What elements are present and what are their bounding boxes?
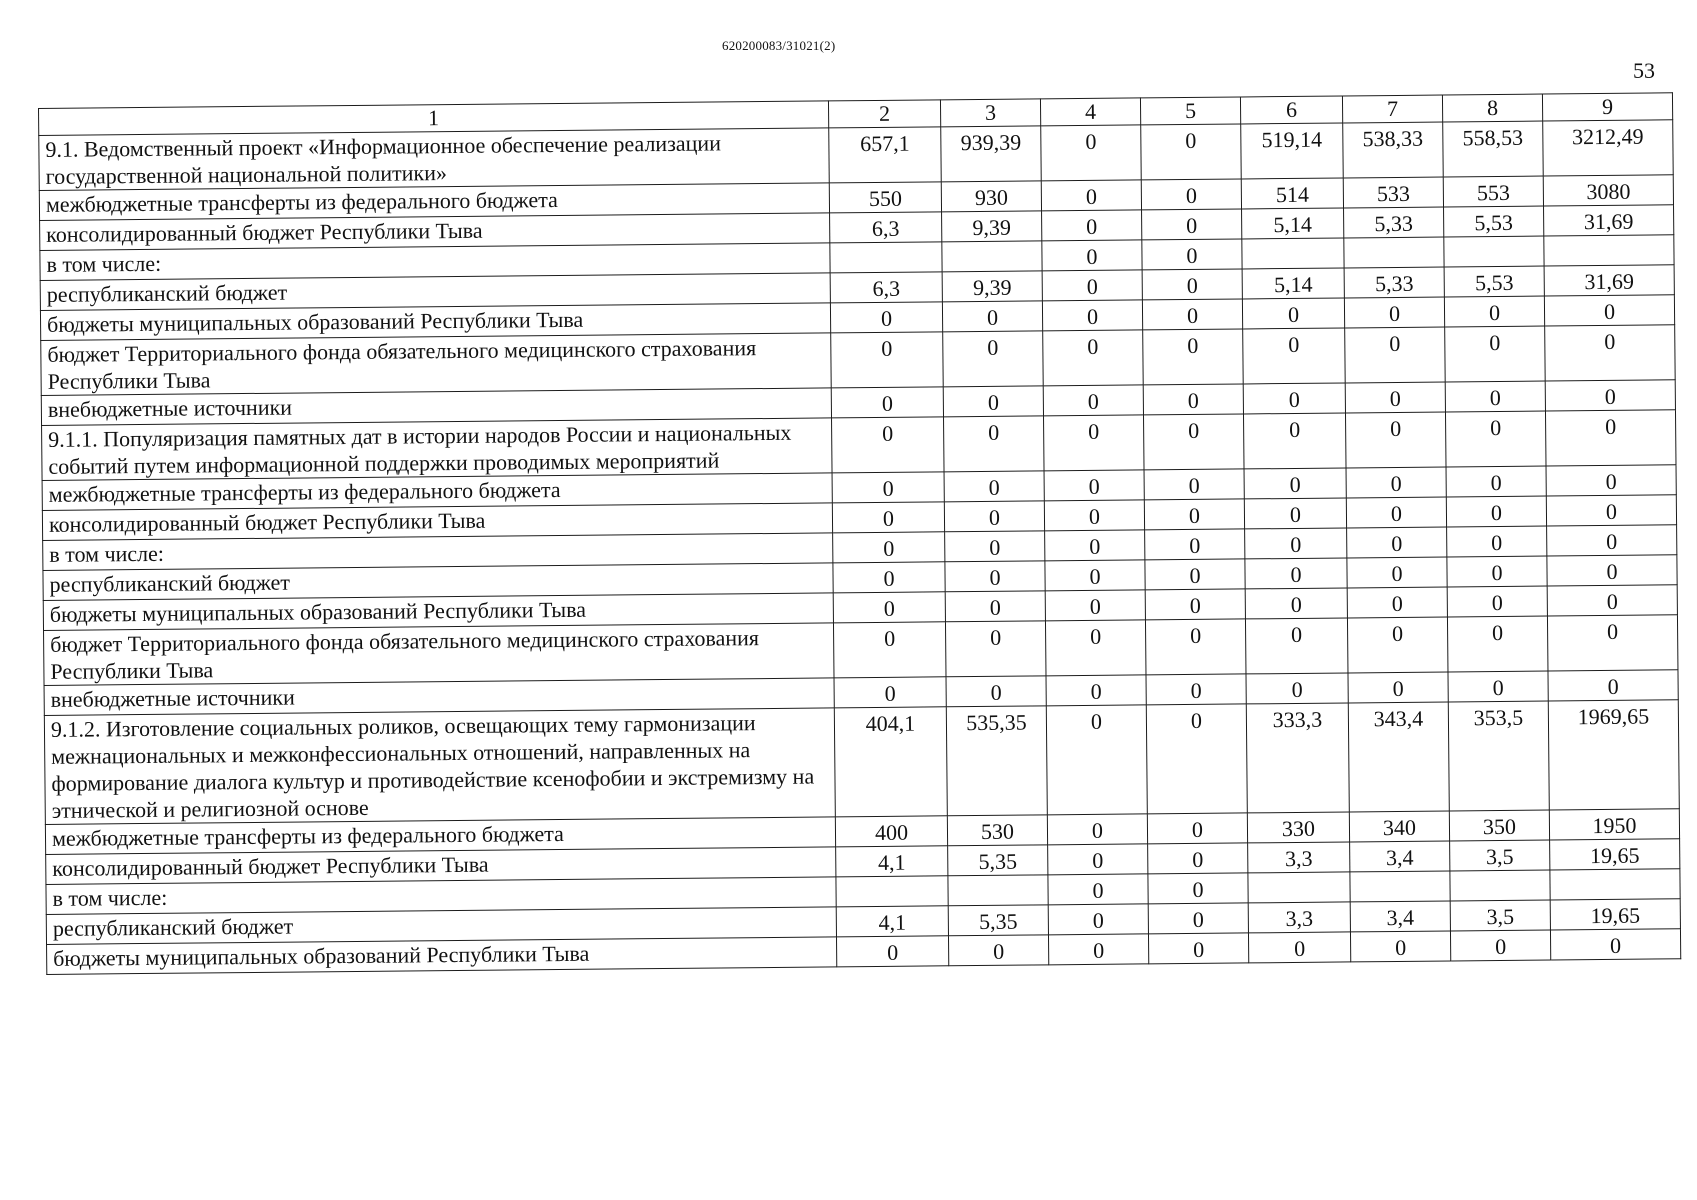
- table-cell: 0: [1048, 934, 1148, 965]
- table-cell: 31,69: [1544, 205, 1674, 236]
- table-cell: 0: [1142, 239, 1242, 270]
- table-cell: 0: [946, 676, 1046, 707]
- table-cell: 3,3: [1248, 842, 1350, 873]
- row-label: консолидированный бюджет Республики Тыва: [42, 503, 832, 541]
- column-header: 6: [1240, 96, 1342, 124]
- table-cell: 553: [1443, 176, 1543, 207]
- column-header: 5: [1140, 97, 1240, 125]
- row-label: внебюджетные источники: [44, 678, 834, 716]
- table-cell: 9,39: [942, 271, 1042, 302]
- table-cell: 0: [1346, 497, 1446, 528]
- table-cell: 530: [947, 815, 1047, 846]
- table-cell: 0: [1146, 704, 1247, 814]
- table-cell: [948, 875, 1048, 906]
- table-cell: 400: [835, 816, 947, 847]
- table-cell: [1350, 871, 1450, 902]
- table-cell: 0: [1046, 675, 1146, 706]
- row-label: бюджеты муниципальных образований Республики Тыва: [47, 937, 837, 975]
- table-cell: 3,5: [1450, 900, 1550, 931]
- row-label: 9.1.2. Изготовление социальных роликов, освещающих тему гармонизации межнациональных и межконфессиональных отношений, направленных на формирование диалога культур и противодействие ксенофобии и экстремизму на этнической и религиозной основе: [44, 708, 835, 825]
- table-cell: 0: [1044, 500, 1144, 531]
- table-cell: 0: [1245, 618, 1348, 674]
- table-cell: [1550, 869, 1680, 900]
- table-cell: 657,1: [829, 127, 942, 183]
- table-cell: 1969,65: [1548, 700, 1679, 810]
- table-cell: 0: [1146, 674, 1246, 705]
- table-cell: 0: [832, 417, 945, 473]
- table-cell: 5,14: [1242, 268, 1344, 299]
- table-cell: 519,14: [1241, 123, 1344, 179]
- table-cell: 353,5: [1448, 701, 1549, 811]
- table-cell: 0: [1447, 556, 1547, 587]
- row-label: межбюджетные трансферты из федерального бюджета: [39, 183, 829, 221]
- table-cell: 0: [836, 936, 948, 967]
- table-cell: [830, 242, 942, 273]
- table-cell: 0: [1143, 414, 1244, 470]
- table-cell: 0: [1043, 385, 1143, 416]
- table-cell: 0: [1446, 466, 1546, 497]
- table-cell: 0: [1142, 269, 1242, 300]
- table-cell: 5,35: [948, 905, 1048, 936]
- table-cell: 538,33: [1343, 122, 1444, 178]
- table-cell: 0: [942, 301, 1042, 332]
- table-cell: 0: [943, 386, 1043, 417]
- table-cell: 0: [1248, 932, 1350, 963]
- table-cell: 330: [1247, 812, 1349, 843]
- column-header: 8: [1442, 94, 1542, 122]
- table-cell: 0: [1042, 270, 1142, 301]
- table-cell: 0: [1048, 844, 1148, 875]
- table-cell: 6,3: [830, 272, 942, 303]
- table-cell: 0: [1347, 587, 1447, 618]
- table-cell: 0: [1547, 615, 1678, 671]
- table-cell: 31,69: [1544, 265, 1674, 296]
- table-cell: 0: [1148, 903, 1248, 934]
- table-cell: 1950: [1549, 809, 1679, 840]
- table-cell: 533: [1343, 177, 1443, 208]
- table-cell: 0: [833, 562, 945, 593]
- table-cell: 0: [1141, 124, 1242, 180]
- table-row: [44, 700, 1679, 825]
- column-header: 2: [828, 100, 940, 128]
- table-cell: 0: [1545, 325, 1676, 381]
- table-cell: 0: [1045, 560, 1145, 591]
- table-cell: 4,1: [836, 846, 948, 877]
- table-cell: 514: [1241, 178, 1343, 209]
- table-cell: 0: [1544, 295, 1674, 326]
- table-cell: 0: [1447, 526, 1547, 557]
- table-cell: [1242, 238, 1344, 269]
- row-label: межбюджетные трансферты из федерального бюджета: [45, 817, 835, 855]
- table-cell: 0: [1143, 329, 1244, 385]
- table-cell: 0: [1447, 586, 1547, 617]
- table-cell: 0: [1145, 529, 1245, 560]
- budget-table: [38, 92, 1681, 975]
- table-cell: 0: [1046, 705, 1147, 815]
- table-cell: 5,53: [1444, 266, 1544, 297]
- table-cell: 340: [1349, 811, 1449, 842]
- table-cell: 0: [1246, 673, 1348, 704]
- row-label: межбюджетные трансферты из федерального бюджета: [42, 473, 832, 511]
- table-cell: 0: [1041, 125, 1142, 181]
- table-cell: 0: [1042, 300, 1142, 331]
- table-cell: 0: [1550, 929, 1680, 960]
- table-cell: 0: [1243, 328, 1346, 384]
- column-header: 9: [1542, 93, 1672, 121]
- table-cell: [1248, 872, 1350, 903]
- table-cell: 0: [1345, 382, 1445, 413]
- table-cell: 0: [1148, 933, 1248, 964]
- table-cell: 0: [1346, 467, 1446, 498]
- row-label: республиканский бюджет: [40, 273, 830, 311]
- table-cell: 0: [1347, 617, 1448, 673]
- table-cell: 0: [831, 387, 943, 418]
- table-cell: 19,65: [1550, 839, 1680, 870]
- table-cell: 0: [1547, 555, 1677, 586]
- table-cell: 9,39: [942, 211, 1042, 242]
- row-label: консолидированный бюджет Республики Тыва: [40, 213, 830, 251]
- table-cell: 3,4: [1350, 901, 1450, 932]
- table-cell: 0: [1145, 619, 1246, 675]
- row-label: в том числе:: [43, 533, 833, 571]
- page-number: 53: [1633, 58, 1655, 83]
- table-cell: 0: [945, 591, 1045, 622]
- table-cell: 0: [1143, 384, 1243, 415]
- table-cell: 0: [1145, 559, 1245, 590]
- table-cell: 0: [832, 502, 944, 533]
- table-cell: 930: [941, 181, 1041, 212]
- table-cell: [1344, 237, 1444, 268]
- table-cell: [1544, 235, 1674, 266]
- table-cell: 0: [1148, 873, 1248, 904]
- table-body: [39, 93, 1681, 975]
- table-cell: 0: [832, 472, 944, 503]
- table-cell: 0: [945, 561, 1045, 592]
- table-cell: 0: [1145, 589, 1245, 620]
- table-cell: 0: [830, 302, 942, 333]
- table-cell: 535,35: [946, 706, 1047, 816]
- table-cell: 0: [1243, 383, 1345, 414]
- row-label: в том числе:: [40, 243, 830, 281]
- table-cell: [1450, 870, 1550, 901]
- table-cell: 333,3: [1246, 703, 1349, 813]
- table-cell: 0: [1045, 590, 1145, 621]
- column-header: 4: [1040, 98, 1140, 126]
- table-cell: 0: [1048, 874, 1148, 905]
- table-cell: 0: [1447, 616, 1548, 672]
- table-cell: 0: [948, 935, 1048, 966]
- table-cell: 0: [1445, 411, 1546, 467]
- table-cell: 0: [1245, 528, 1347, 559]
- table-cell: 0: [944, 416, 1045, 472]
- table-cell: 0: [1446, 496, 1546, 527]
- row-label: бюджеты муниципальных образований Республики Тыва: [40, 303, 830, 341]
- row-label: 9.1.1. Популяризация памятных дат в истории народов России и национальных событий путем информационной поддержки проводимых мероприятий: [42, 418, 832, 481]
- table-cell: 0: [833, 592, 945, 623]
- table-cell: 0: [944, 501, 1044, 532]
- table-cell: 0: [1546, 495, 1676, 526]
- column-header: 7: [1342, 95, 1442, 123]
- table-cell: 3080: [1543, 175, 1673, 206]
- table-cell: 0: [1147, 813, 1247, 844]
- table-cell: 0: [1148, 843, 1248, 874]
- table-cell: 5,33: [1344, 267, 1444, 298]
- row-label: бюджет Территориального фонда обязательного медицинского страхования Республики Тыва: [41, 333, 831, 396]
- row-label: 9.1. Ведомственный проект «Информационное обеспечение реализации государственной национальной политики»: [39, 128, 829, 191]
- table-cell: 0: [1144, 469, 1244, 500]
- table-cell: 0: [1242, 298, 1344, 329]
- table-cell: 0: [833, 532, 945, 563]
- row-label: республиканский бюджет: [46, 907, 836, 945]
- table-cell: 0: [1345, 327, 1446, 383]
- table-cell: 0: [1048, 904, 1148, 935]
- table-cell: 3,5: [1450, 840, 1550, 871]
- table-cell: 0: [1245, 588, 1347, 619]
- table-cell: 558,53: [1443, 121, 1544, 177]
- table-cell: [1444, 236, 1544, 267]
- column-header: 3: [940, 99, 1040, 127]
- table-cell: 3,4: [1350, 841, 1450, 872]
- table-cell: 5,53: [1444, 206, 1544, 237]
- table-cell: 0: [1344, 297, 1444, 328]
- table-cell: 0: [1047, 814, 1147, 845]
- table-cell: 4,1: [836, 906, 948, 937]
- table-cell: 0: [1244, 498, 1346, 529]
- table-cell: 6,3: [830, 212, 942, 243]
- table-cell: 0: [1141, 179, 1241, 210]
- table-cell: 0: [1042, 240, 1142, 271]
- table-cell: 0: [1345, 412, 1446, 468]
- table-cell: 0: [1445, 326, 1546, 382]
- table-cell: 0: [1546, 465, 1676, 496]
- table-cell: 0: [1347, 557, 1447, 588]
- table-cell: 0: [1045, 620, 1146, 676]
- table-cell: 0: [943, 331, 1044, 387]
- budget-table-container: [38, 92, 1680, 975]
- table-cell: 550: [829, 182, 941, 213]
- table-cell: 0: [1042, 210, 1142, 241]
- table-cell: 0: [1045, 530, 1145, 561]
- row-label: консолидированный бюджет Республики Тыва: [46, 847, 836, 885]
- table-cell: 0: [1547, 585, 1677, 616]
- table-cell: 5,33: [1344, 207, 1444, 238]
- row-label: бюджеты муниципальных образований Республики Тыва: [43, 593, 833, 631]
- table-cell: 0: [945, 531, 1045, 562]
- table-cell: 0: [1450, 930, 1550, 961]
- table-cell: 343,4: [1348, 702, 1449, 812]
- table-cell: 0: [1142, 209, 1242, 240]
- row-label: бюджет Территориального фонда обязательного медицинского страхования Республики Тыва: [44, 623, 834, 686]
- table-cell: 5,35: [948, 845, 1048, 876]
- table-cell: 0: [1245, 558, 1347, 589]
- table-cell: 5,14: [1242, 208, 1344, 239]
- table-cell: 19,65: [1550, 899, 1680, 930]
- table-cell: 0: [1144, 499, 1244, 530]
- column-header: 1: [39, 101, 829, 136]
- table-cell: 0: [1044, 470, 1144, 501]
- table-cell: 0: [834, 677, 946, 708]
- table-cell: 0: [1243, 413, 1346, 469]
- table-cell: 0: [1448, 671, 1548, 702]
- table-cell: 0: [1445, 381, 1545, 412]
- table-cell: 0: [1545, 380, 1675, 411]
- row-label: в том числе:: [46, 877, 836, 915]
- table-cell: 0: [833, 622, 946, 678]
- document-code: 620200083/31021(2): [722, 38, 836, 53]
- table-cell: 0: [1041, 180, 1141, 211]
- table-cell: 0: [1547, 525, 1677, 556]
- row-label: внебюджетные источники: [41, 388, 831, 426]
- table-cell: 0: [1348, 672, 1448, 703]
- table-cell: 0: [1548, 670, 1678, 701]
- table-cell: 0: [1244, 468, 1346, 499]
- table-cell: 0: [945, 621, 1046, 677]
- table-cell: 0: [1545, 410, 1676, 466]
- table-cell: 0: [944, 471, 1044, 502]
- table-cell: 0: [831, 332, 944, 388]
- table-cell: [942, 241, 1042, 272]
- table-cell: 0: [1347, 527, 1447, 558]
- table-cell: [836, 876, 948, 907]
- table-cell: 350: [1449, 810, 1549, 841]
- table-cell: 0: [1043, 330, 1144, 386]
- table-cell: 939,39: [941, 126, 1042, 182]
- table-cell: 0: [1350, 931, 1450, 962]
- table-cell: 0: [1444, 296, 1544, 327]
- table-cell: 3,3: [1248, 902, 1350, 933]
- table-cell: 0: [1142, 299, 1242, 330]
- table-cell: 404,1: [834, 707, 947, 817]
- table-cell: 0: [1044, 415, 1145, 471]
- row-label: республиканский бюджет: [43, 563, 833, 601]
- table-cell: 3212,49: [1543, 120, 1674, 176]
